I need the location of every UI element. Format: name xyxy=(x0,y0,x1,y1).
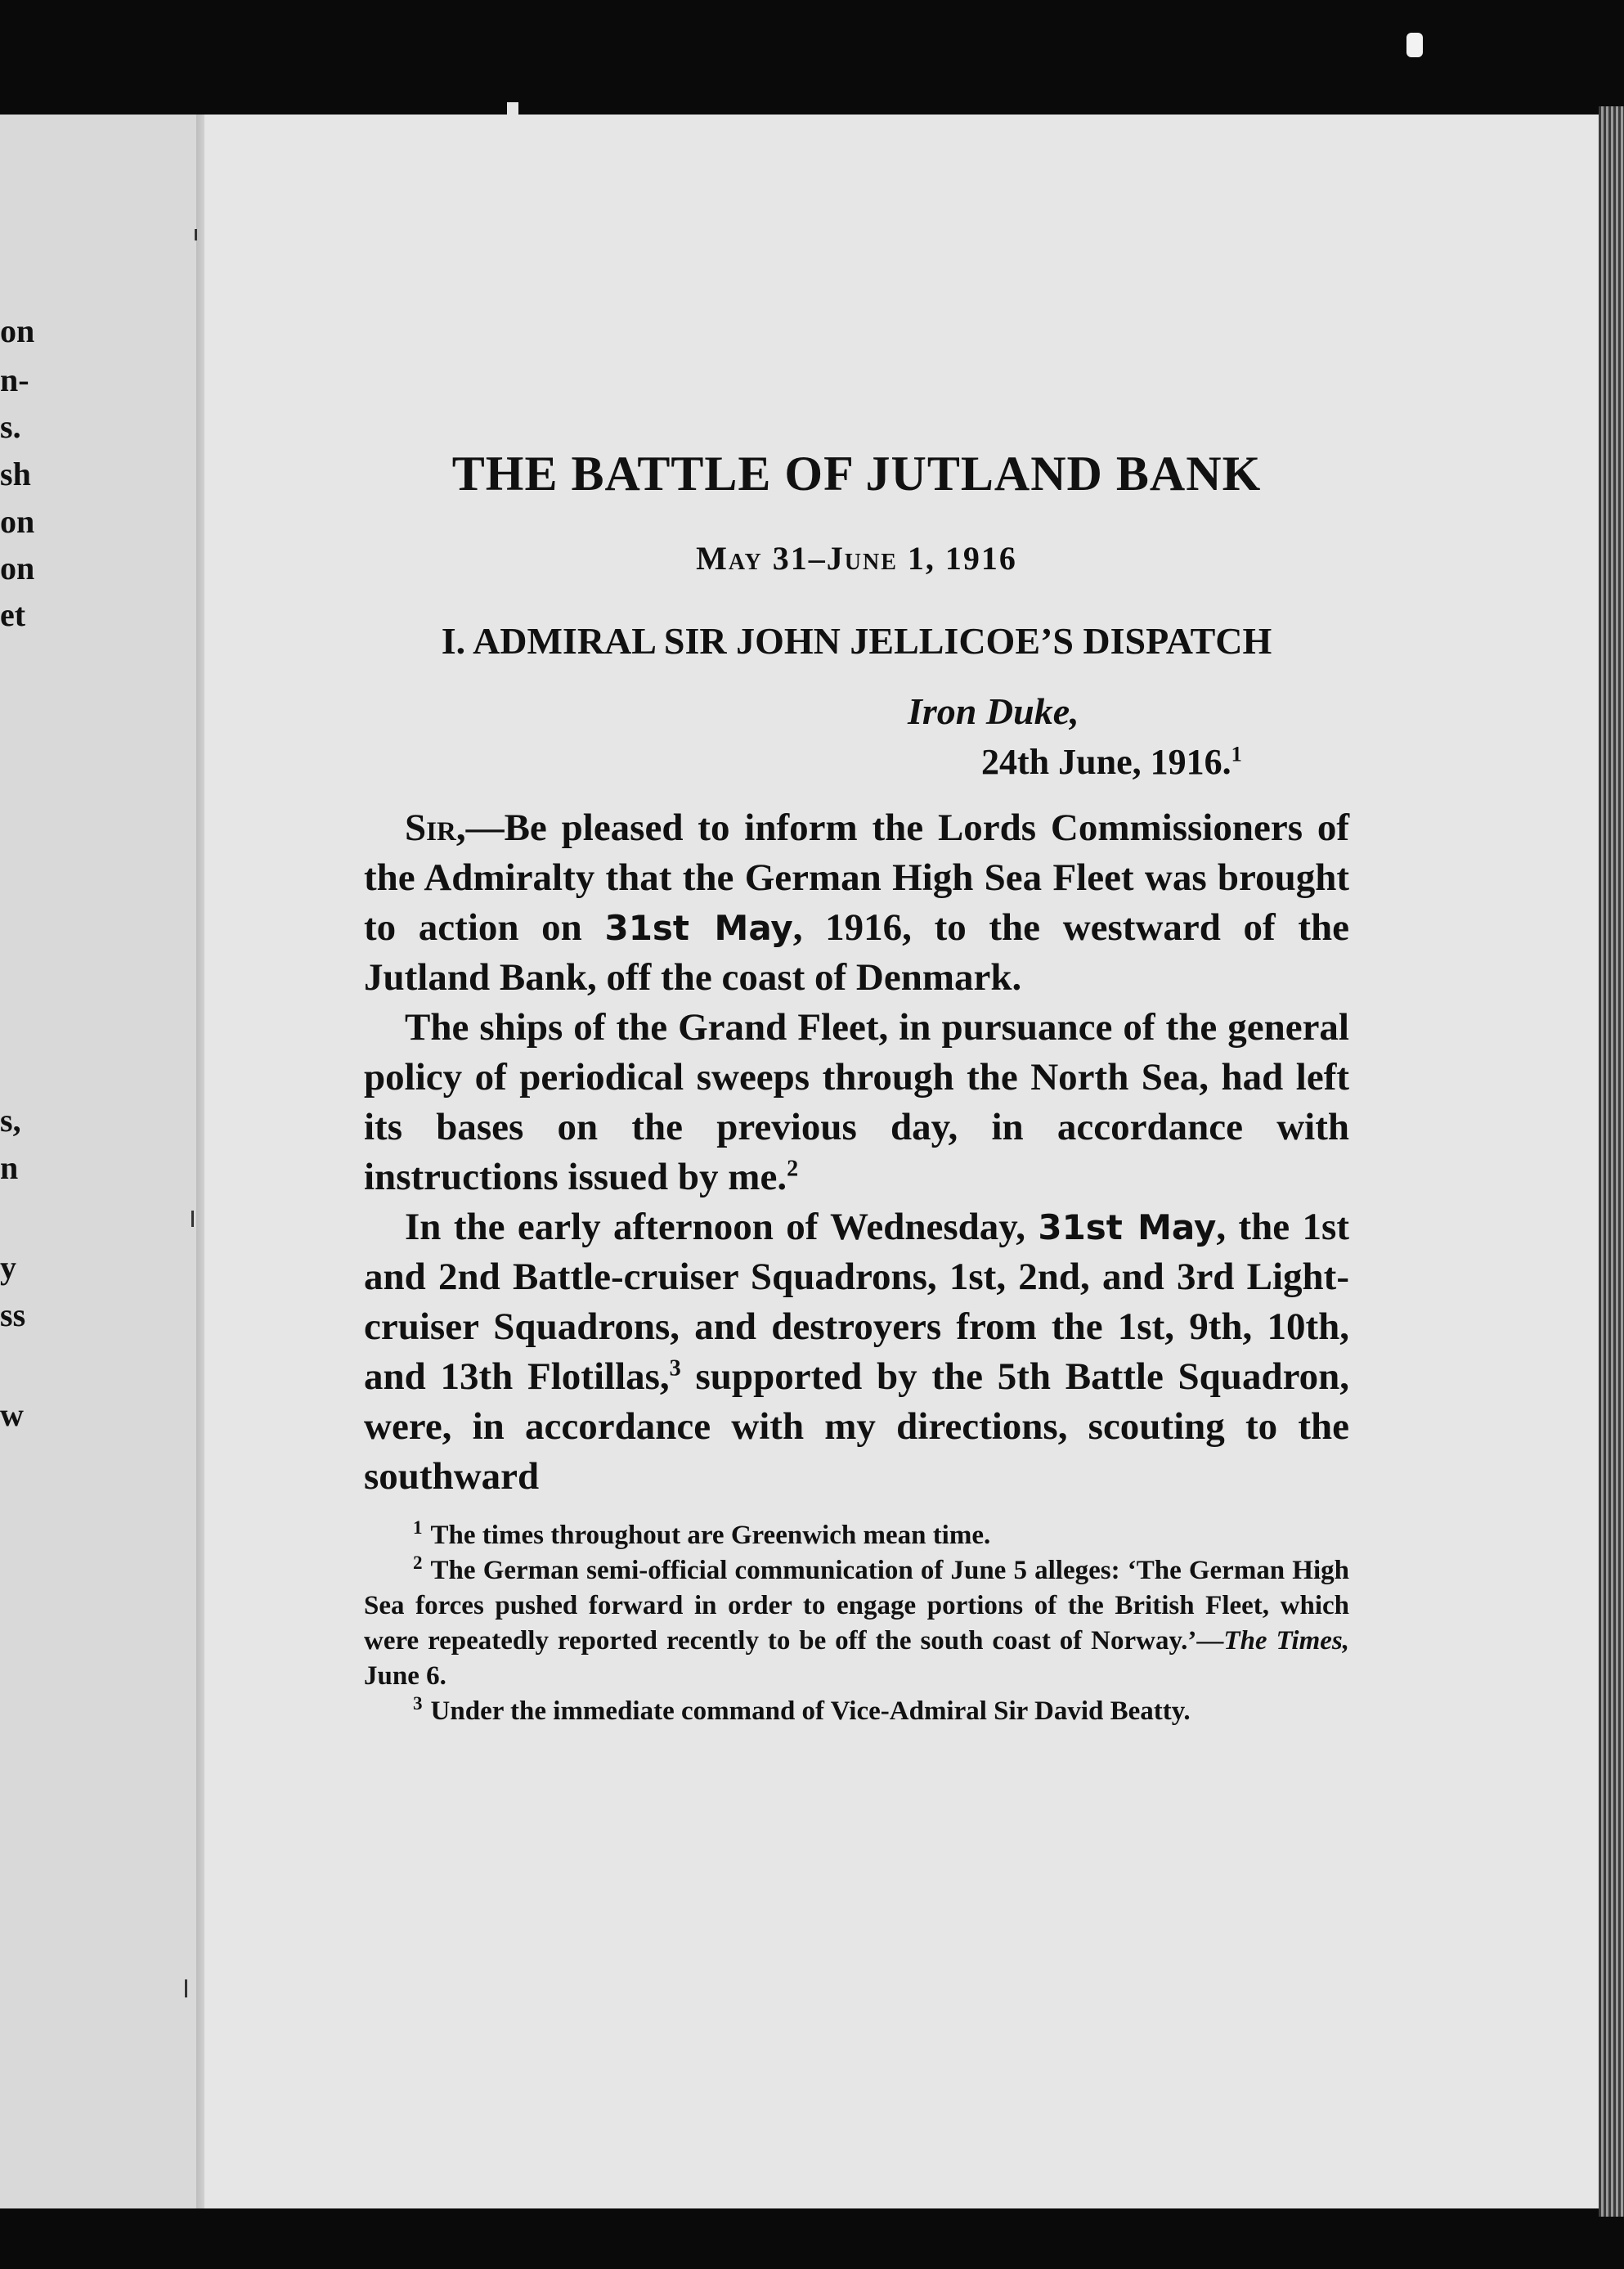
facing-page-fragment xyxy=(0,115,196,2208)
facing-page-text: on xyxy=(0,550,35,586)
footnote-mark: 1 xyxy=(413,1516,423,1538)
dispatch-date xyxy=(981,741,1349,783)
footnote-text: June 6. xyxy=(364,1660,446,1691)
footnote xyxy=(364,1553,1349,1694)
facing-page-text: y xyxy=(0,1249,16,1286)
book-edge xyxy=(1599,106,1624,2217)
paragraph-text: In the early afternoon of Wednesday, xyxy=(405,1205,1039,1248)
footnote xyxy=(364,1518,1349,1553)
page-date: May 31–June 1, 1916 xyxy=(696,540,1017,577)
date-emphasis: 31st May xyxy=(604,907,793,948)
paragraph xyxy=(364,1202,1349,1502)
footnote-text: The times throughout are Greenwich mean time. xyxy=(430,1520,991,1550)
page-content xyxy=(364,446,1349,1729)
paragraph-text: supported by the 5th Battle Squadron, were, in accordance with my directions, scouting to the southward xyxy=(364,1355,1349,1498)
dispatch-date-text: 24th June, 1916. xyxy=(981,741,1231,782)
facing-page-text: s, xyxy=(0,1102,21,1139)
facing-page-text: n- xyxy=(0,362,29,398)
footnote-ref: 3 xyxy=(669,1355,681,1381)
facing-page-text: w xyxy=(0,1396,24,1433)
scan-speck xyxy=(507,102,518,125)
facing-page-text: n xyxy=(0,1149,19,1186)
footnote-text: The German semi-official communication of June 5 alleges: ‘The German High Sea forces pushed forward in order to engage portions of the British Fleet, which were repeatedly reported recently to be off the south coast of Norway.’— xyxy=(364,1555,1349,1656)
facing-page-text: on xyxy=(0,312,35,349)
facing-page-text: ss xyxy=(0,1296,26,1333)
footnotes xyxy=(364,1518,1349,1729)
facing-page-text: on xyxy=(0,503,35,540)
salutation: Sir, xyxy=(405,806,466,849)
scan-speck xyxy=(195,229,197,240)
facing-page-text: et xyxy=(0,596,26,633)
scan-speck xyxy=(191,1211,194,1227)
footnote-ref: 2 xyxy=(787,1155,799,1181)
footnote-mark: 2 xyxy=(413,1551,423,1573)
facing-page-text: sh xyxy=(0,456,31,492)
date-emphasis: 31st May xyxy=(1038,1206,1217,1247)
facing-page-text: s. xyxy=(0,408,21,445)
paragraph-text: , 1916, to the westward of the Jutland Bank, off the coast of Denmark. xyxy=(364,905,1350,999)
footnote-source: The Times, xyxy=(1223,1625,1349,1656)
paragraph-text: The ships of the Grand Fleet, in pursuance of the general policy of periodical sweeps through the North Sea, had left its bases on the previous day, in accordance with instructions issued by me. xyxy=(364,1005,1349,1198)
scan-speck xyxy=(1406,33,1423,57)
section-heading: I. ADMIRAL SIR JOHN JELLICOE’S DISPATCH xyxy=(441,620,1272,662)
footnote-ref: 1 xyxy=(1231,740,1242,766)
paragraph xyxy=(364,803,1349,1003)
footnote-text: Under the immediate command of Vice-Admiral Sir David Beatty. xyxy=(430,1696,1191,1726)
paragraph-text: —Be pleased to inform the Lords Commissioners of the Admiralty that the German High Sea Fleet was brought to action on xyxy=(364,806,1349,949)
footnote-mark: 3 xyxy=(413,1692,423,1714)
scan-speck xyxy=(185,1979,187,1997)
paragraph-text: , the 1st and 2nd Battle-cruiser Squadrons, 1st, 2nd, and 3rd Light-cruiser Squadrons, and destroyers from the 1st, 9th, 10th, and 13th Flotillas, xyxy=(364,1205,1349,1398)
page-title: THE BATTLE OF JUTLAND BANK xyxy=(451,447,1262,501)
paragraph xyxy=(364,1003,1349,1202)
footnote xyxy=(364,1694,1349,1729)
dispatch-place: Iron Duke, xyxy=(908,690,1079,732)
